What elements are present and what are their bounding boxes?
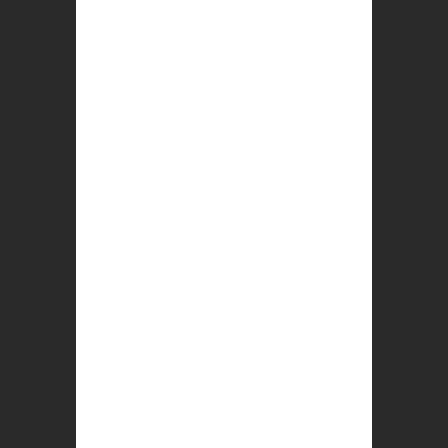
book-page bbox=[76, 0, 372, 448]
